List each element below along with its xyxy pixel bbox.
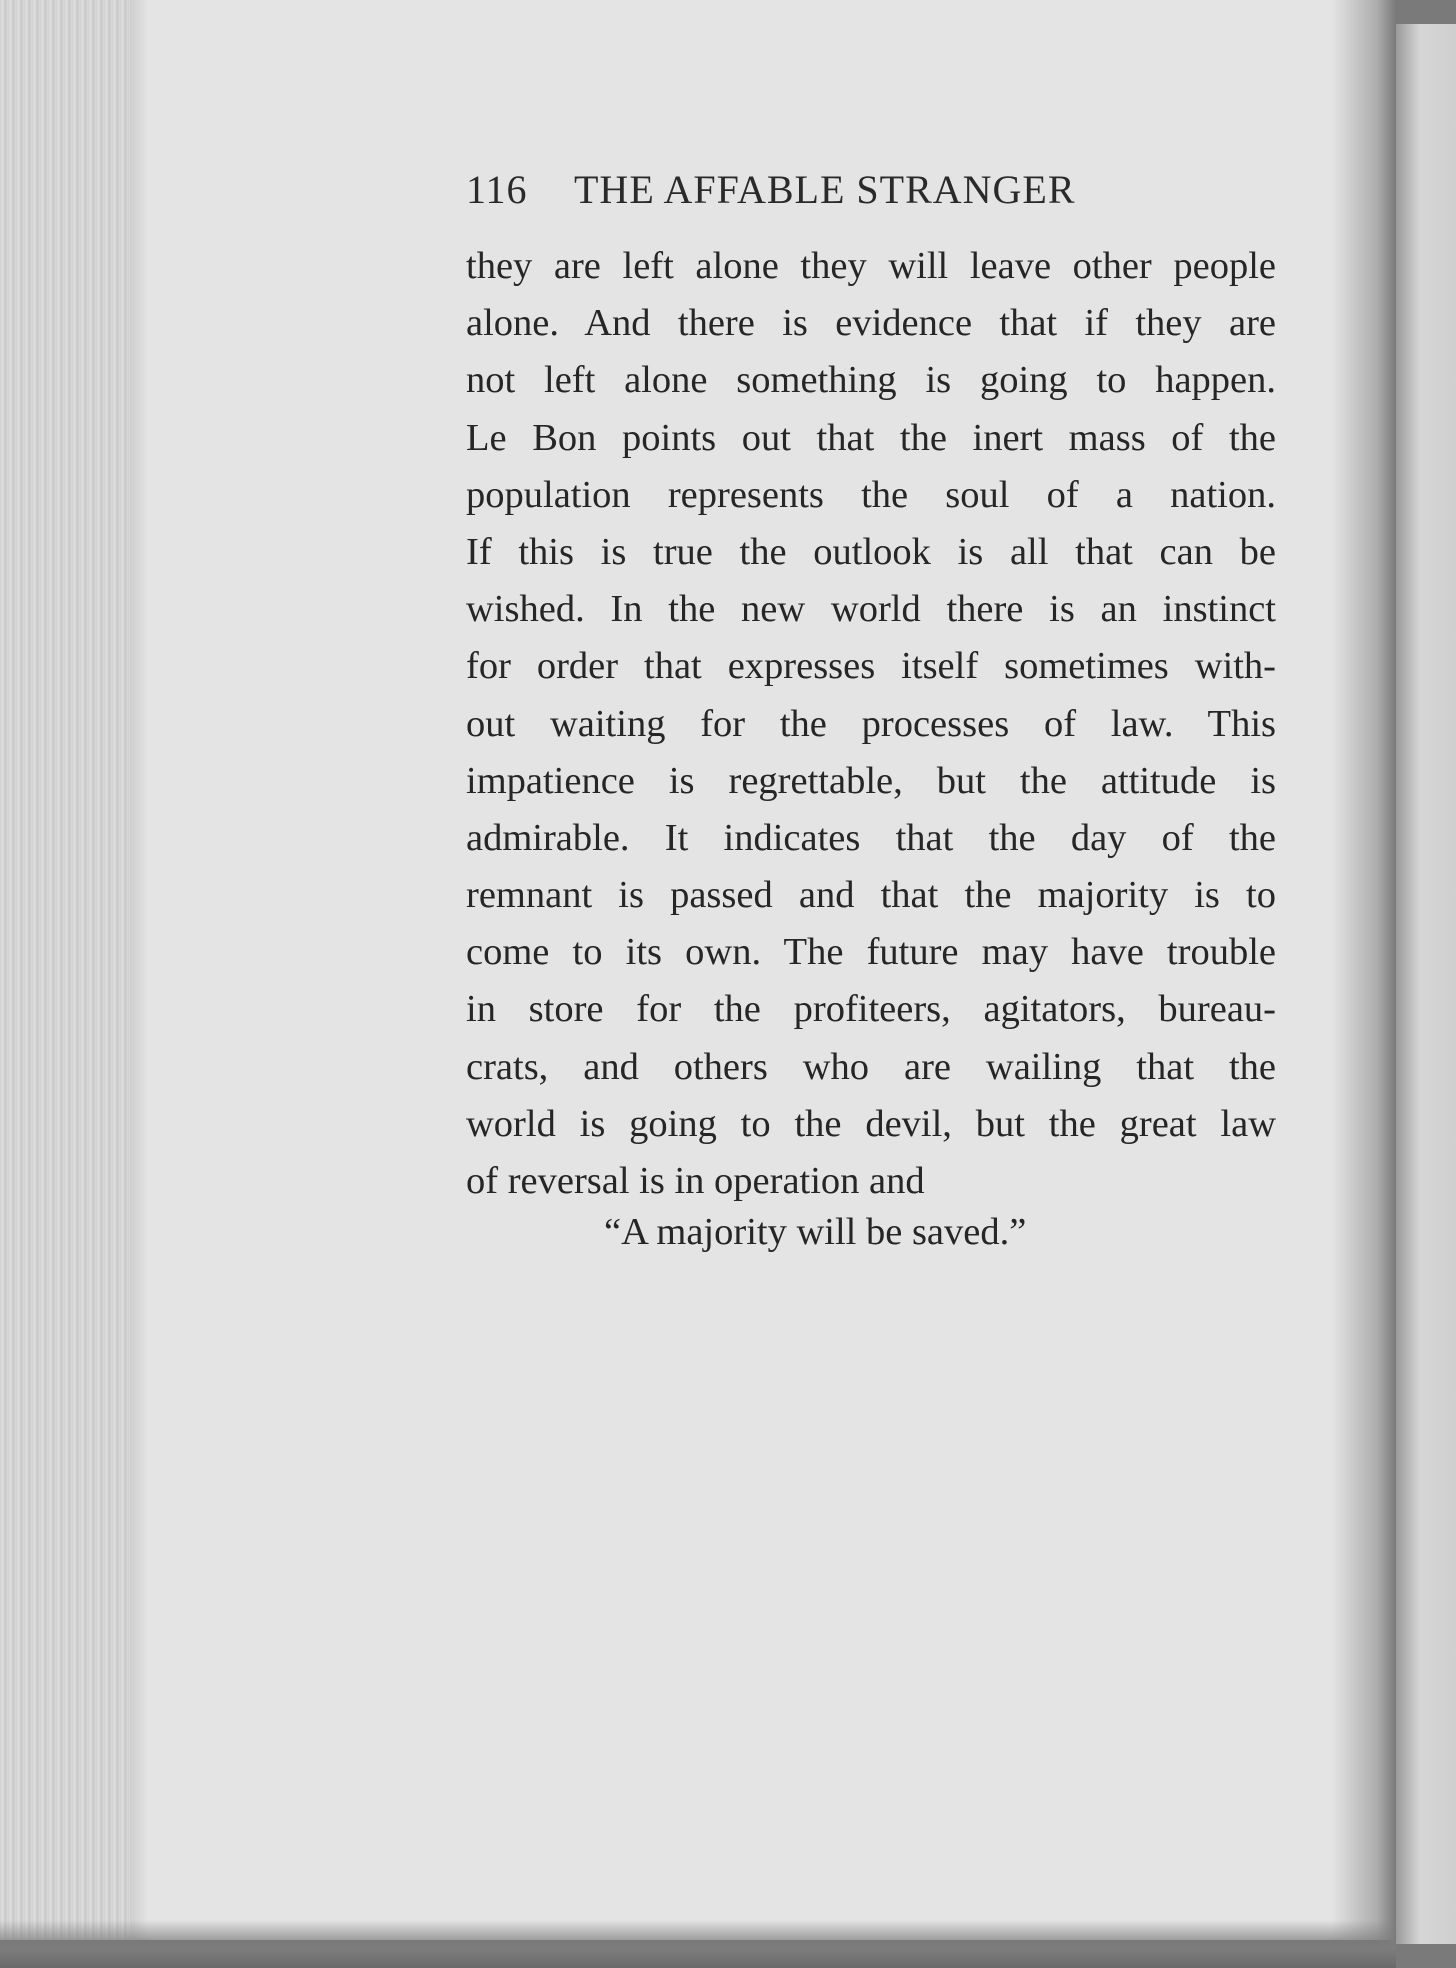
text-line: crats, and others who are wailing that the (466, 1045, 1276, 1088)
page-number: 116 (466, 167, 528, 212)
gutter-shadow (1332, 0, 1396, 1940)
body-text (466, 238, 1276, 1210)
facing-page-edge (1396, 24, 1456, 1944)
text-line: impatience is regrettable, but the attitude is (466, 759, 1276, 802)
text-line: If this is true the outlook is all that can be (466, 530, 1276, 573)
text-line: in store for the profiteers, agitators, bureau- (466, 988, 1276, 1031)
running-title: THE AFFABLE STRANGER (574, 167, 1076, 212)
running-header (466, 166, 1146, 213)
text-line: of reversal is in operation and (466, 1160, 925, 1202)
text-line: wished. In the new world there is an instinct (466, 588, 1276, 631)
bottom-shadow (0, 1920, 1396, 1968)
page-edges (0, 0, 130, 1940)
text-line: admirable. It indicates that the day of the (466, 816, 1276, 859)
closing-quote: “A majority will be saved.” (604, 1211, 1027, 1253)
text-line: world is going to the devil, but the great law (466, 1102, 1276, 1145)
text-line: alone. And there is evidence that if they are (466, 302, 1276, 345)
text-line: come to its own. The future may have trouble (466, 931, 1276, 974)
text-line: remnant is passed and that the majority is to (466, 874, 1276, 917)
text-line: out waiting for the processes of law. This (466, 702, 1276, 745)
text-line: Le Bon points out that the inert mass of the (466, 416, 1276, 459)
text-line: for order that expresses itself sometimes with- (466, 645, 1276, 688)
text-line: not left alone something is going to happen. (466, 359, 1276, 402)
text-line: population represents the soul of a nation. (466, 473, 1276, 516)
text-line: they are left alone they will leave other people (466, 245, 1276, 287)
